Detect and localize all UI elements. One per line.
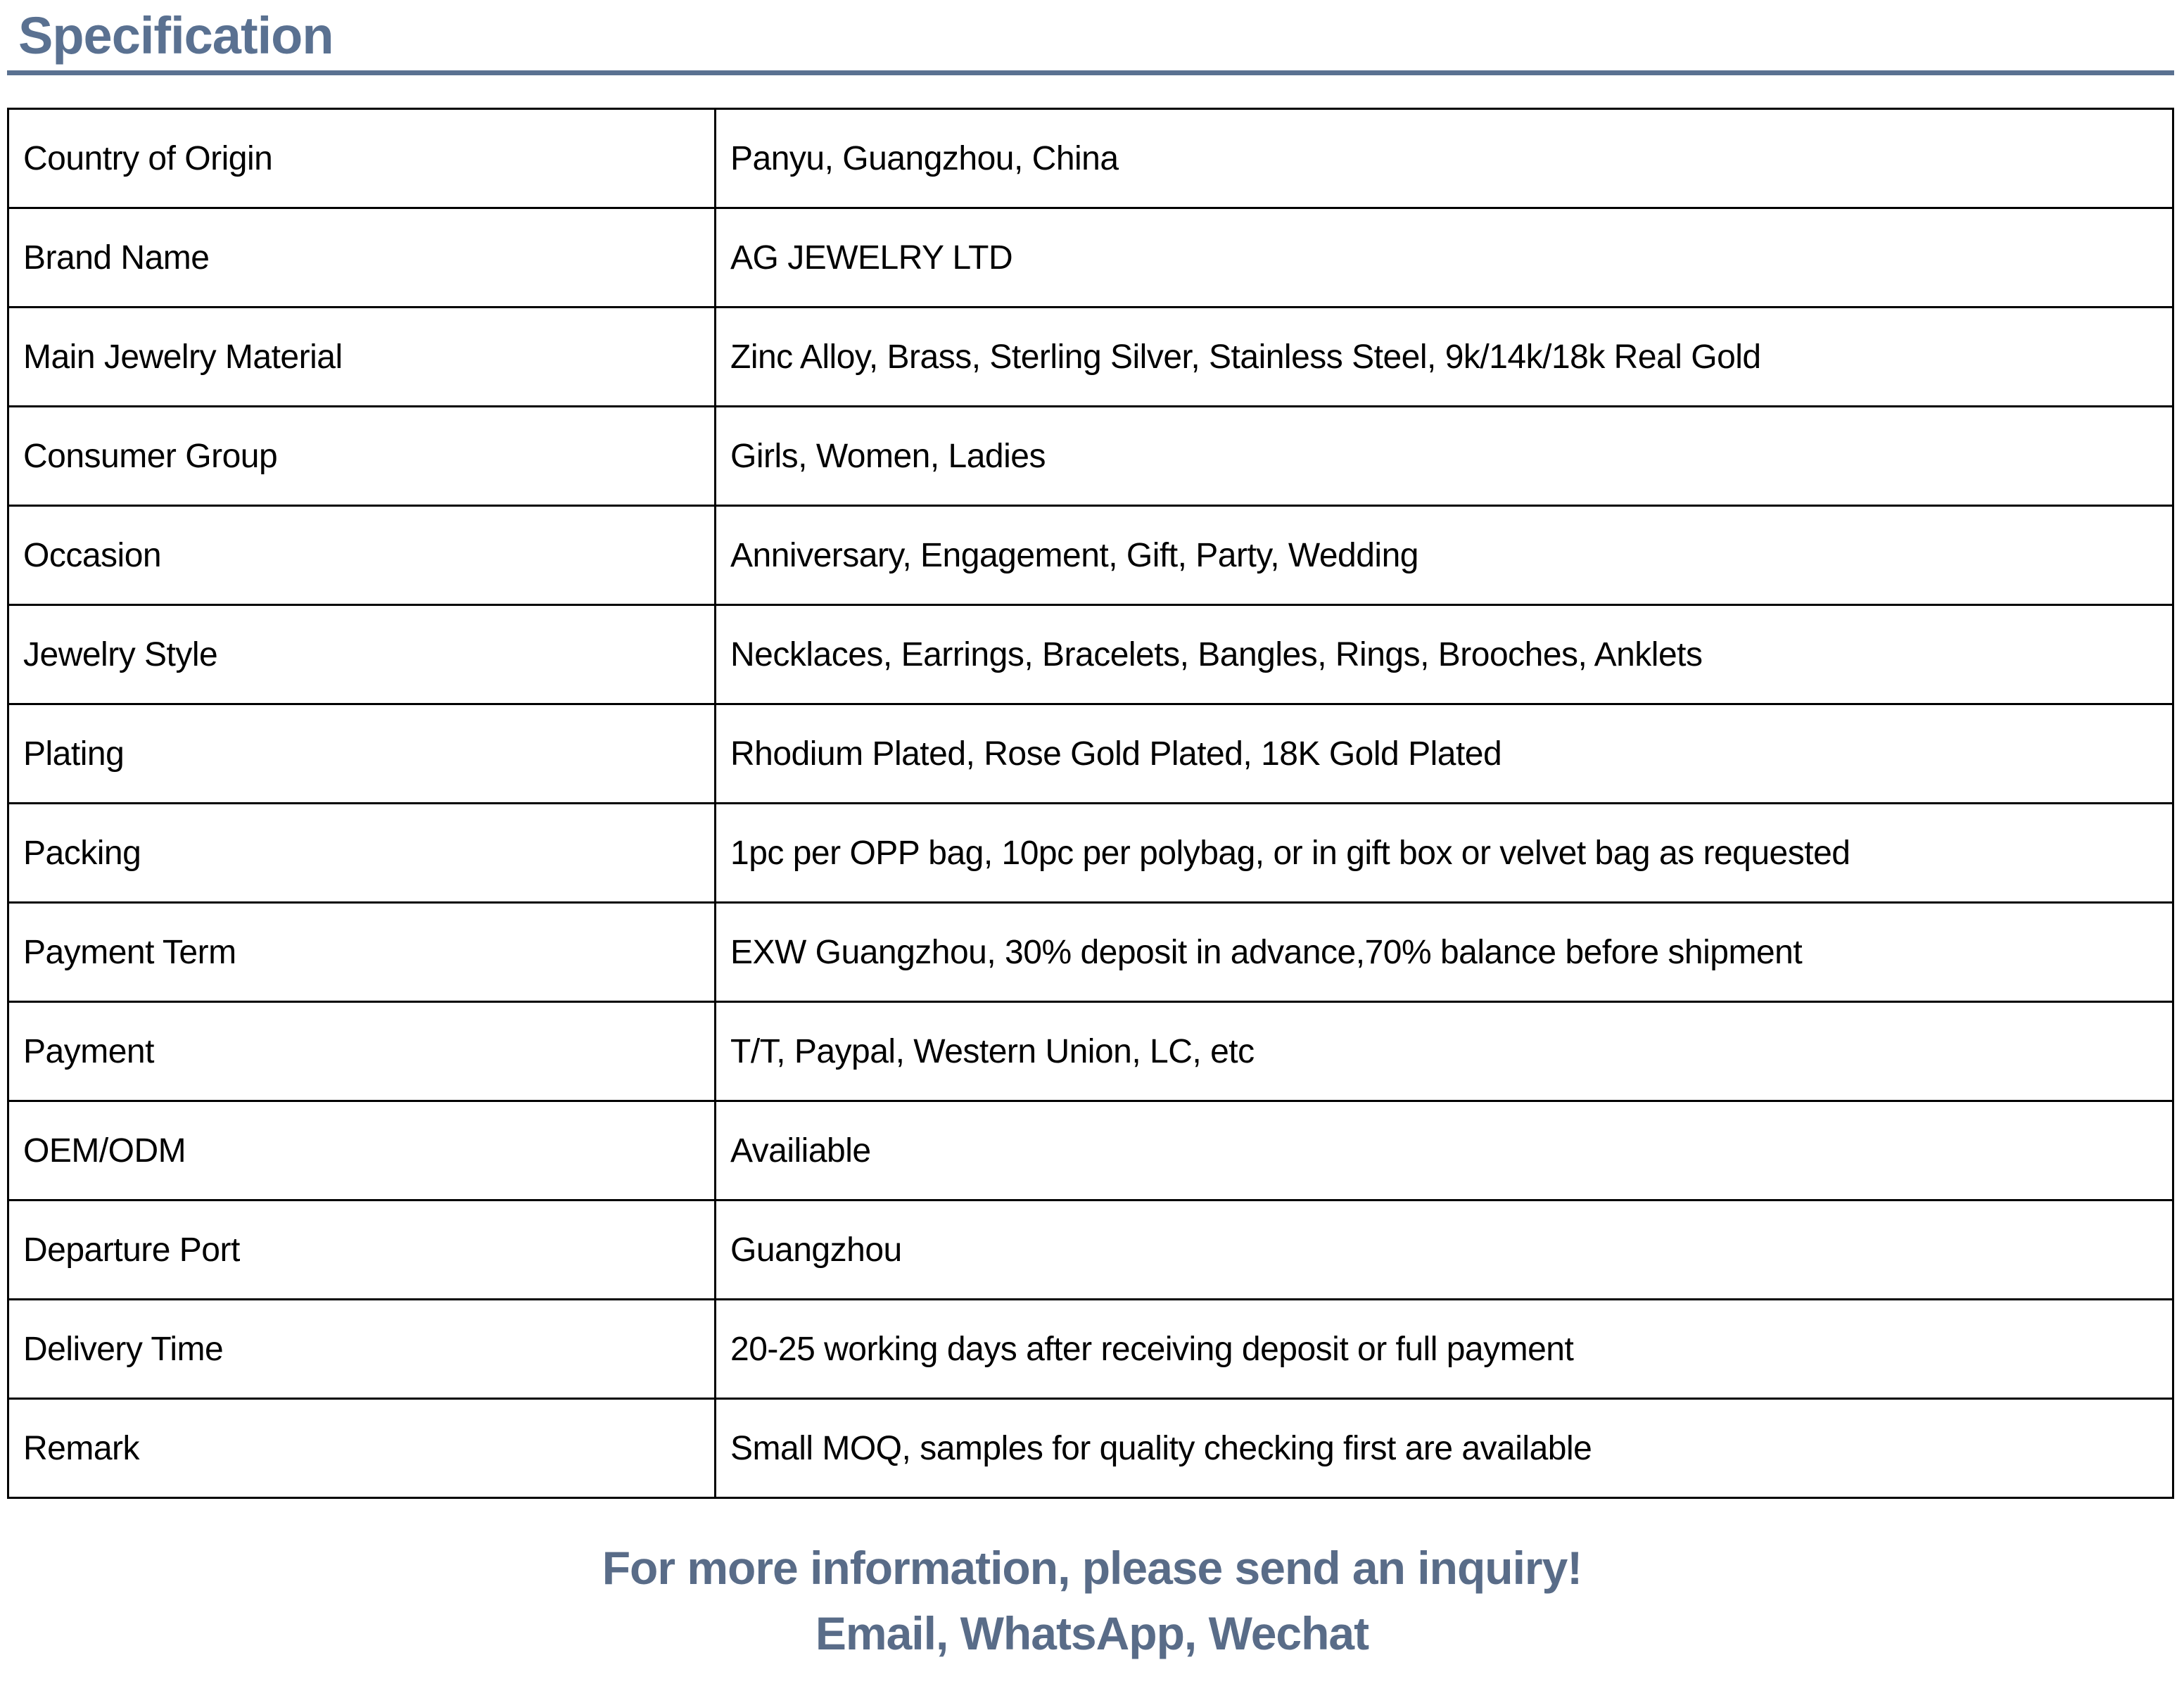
table-row [8,1399,2173,1498]
footer [7,1535,2177,1666]
spec-value-cell: Zinc Alloy, Brass, Sterling Silver, Stainless Steel, 9k/14k/18k Real Gold [716,308,2173,407]
title-underline [7,70,2174,75]
table-row [8,109,2173,208]
table-row [8,407,2173,506]
table-row [8,605,2173,704]
spec-value-cell: AG JEWELRY LTD [716,208,2173,308]
table-row [8,506,2173,605]
spec-label-cell: Plating [8,704,716,804]
spec-label-cell: OEM/ODM [8,1101,716,1200]
table-row [8,308,2173,407]
spec-label-cell: Payment Term [8,903,716,1002]
spec-label-cell: Main Jewelry Material [8,308,716,407]
spec-value-cell: Girls, Women, Ladies [716,407,2173,506]
table-row [8,704,2173,804]
spec-label-cell: Jewelry Style [8,605,716,704]
specification-table [7,108,2174,1499]
spec-label-cell: Occasion [8,506,716,605]
table-row [8,804,2173,903]
spec-value-cell: Guangzhou [716,1200,2173,1300]
spec-value-cell: EXW Guangzhou, 30% deposit in advance,70% balance before shipment [716,903,2173,1002]
spec-value-cell: Rhodium Plated, Rose Gold Plated, 18K Gold Plated [716,704,2173,804]
table-row [8,208,2173,308]
spec-label-cell: Brand Name [8,208,716,308]
table-row [8,1101,2173,1200]
table-row [8,1300,2173,1399]
spec-value-cell: 1pc per OPP bag, 10pc per polybag, or in gift box or velvet bag as requested [716,804,2173,903]
spec-label-cell: Country of Origin [8,109,716,208]
spec-label-cell: Payment [8,1002,716,1101]
spec-value-cell: Anniversary, Engagement, Gift, Party, Wedding [716,506,2173,605]
spec-label-cell: Remark [8,1399,716,1498]
spec-value-cell: Necklaces, Earrings, Bracelets, Bangles, Rings, Brooches, Anklets [716,605,2173,704]
spec-value-cell: T/T, Paypal, Western Union, LC, etc [716,1002,2173,1101]
spec-value-cell: 20-25 working days after receiving deposit or full payment [716,1300,2173,1399]
spec-value-cell: Small MOQ, samples for quality checking first are available [716,1399,2173,1498]
spec-value-cell: Panyu, Guangzhou, China [716,109,2173,208]
footer-inquiry-line: For more information, please send an inquiry! [602,1542,1582,1595]
footer-contact-line: Email, WhatsApp, Wechat [815,1607,1369,1659]
table-row [8,1200,2173,1300]
spec-label-cell: Consumer Group [8,407,716,506]
spec-value-cell: Availiable [716,1101,2173,1200]
spec-label-cell: Packing [8,804,716,903]
page-title: Specification [18,6,334,65]
table-row [8,1002,2173,1101]
spec-label-cell: Delivery Time [8,1300,716,1399]
spec-label-cell: Departure Port [8,1200,716,1300]
table-row [8,903,2173,1002]
